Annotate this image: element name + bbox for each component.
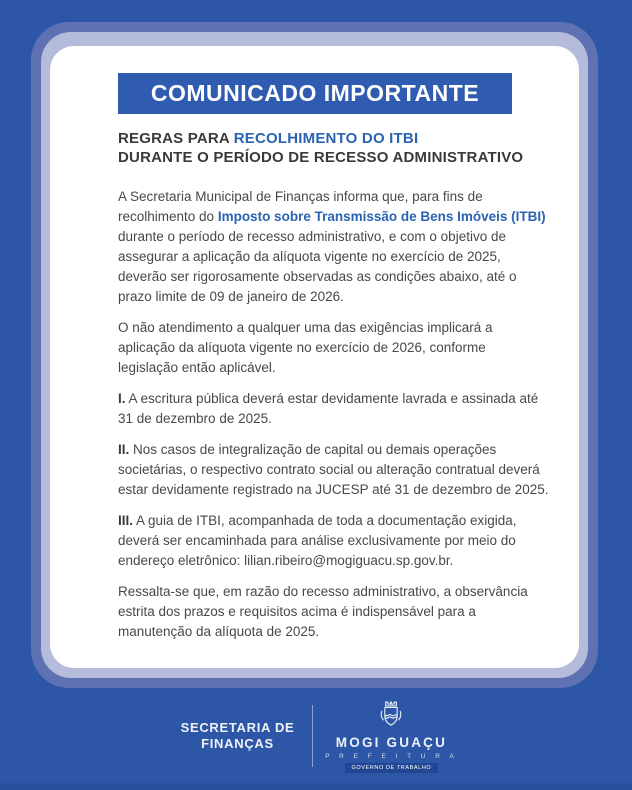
- coat-of-arms-icon: [377, 699, 405, 733]
- rule-item-3-text: A guia de ITBI, acompanhada de toda a documentação exigida, deverá ser encaminhada para análise exclusivamente por meio do endereço eletrônico: lilian.ribeiro@mogiguacu.sp.gov.br.: [118, 513, 517, 568]
- card-inner-ring: [41, 32, 588, 678]
- itbi-highlight: Imposto sobre Transmissão de Bens Imóveis (ITBI): [217, 209, 546, 224]
- rule-item-1-marker: I.: [118, 391, 126, 406]
- department-line1: SECRETARIA DE: [180, 720, 295, 735]
- banner-title: [118, 73, 512, 114]
- city-name: MOGI GUAÇU: [335, 735, 448, 750]
- department-line2: FINANÇAS: [201, 736, 274, 751]
- heading-part1: REGRAS PARA: [118, 130, 234, 147]
- bottom-strip: [0, 783, 632, 790]
- footer-divider: [312, 705, 313, 767]
- slogan-ribbon: GOVERNO DE TRABALHO: [345, 763, 439, 773]
- city-logo: [325, 699, 458, 773]
- card-outer-ring: [31, 22, 598, 688]
- rule-item-2-marker: II.: [118, 442, 130, 457]
- heading-highlight: RECOLHIMENTO DO ITBI: [233, 130, 419, 147]
- org-label: P R E F E I T U R A: [325, 753, 458, 760]
- notice-heading: [118, 129, 549, 167]
- paragraph-intro-pre: A Secretaria Municipal de Finanças informa que, para fins de recolhimento do: [118, 189, 483, 224]
- paragraph-intro: [118, 187, 549, 307]
- heading-line2: DURANTE O PERÍODO DE RECESSO ADMINISTRATIVO: [118, 149, 524, 166]
- rule-item-1-text: A escritura pública deverá estar devidamente lavrada e assinada até 31 de dezembro de 2025.: [118, 391, 539, 426]
- rule-item-2-text: Nos casos de integralização de capital ou demais operações societárias, o respectivo contrato social ou alteração contratual deverá estar devidamente registrado na JUCESP até 31 de dezembro de 2025.: [118, 442, 549, 497]
- footer: [0, 694, 632, 778]
- paragraph-intro-post: durante o período de recesso administrativo, e com o objetivo de assegurar a aplicação da alíquota vigente no exercício de 2025, deverão ser rigorosamente observadas as condições abaixo, até o prazo limite de 09 de janeiro de 2026.: [118, 229, 517, 304]
- paragraph-warning: O não atendimento a qualquer uma das exigências implicará a aplicação da alíquota vigente no exercício de 2026, conforme legislação então aplicável.: [118, 320, 493, 375]
- department-name: [181, 720, 295, 752]
- rule-item-2: [118, 440, 549, 500]
- banner-title-label: COMUNICADO IMPORTANTE: [150, 80, 480, 106]
- notice-body: [118, 187, 549, 642]
- rule-item-3: [118, 511, 549, 571]
- notice-card: [50, 46, 579, 668]
- paragraph-closing: Ressalta-se que, em razão do recesso administrativo, a observância estrita dos prazos e requisitos acima é indispensável para a manutenção da alíquota de 2025.: [118, 584, 528, 639]
- rule-item-3-marker: III.: [118, 513, 134, 528]
- rule-item-1: [118, 389, 549, 429]
